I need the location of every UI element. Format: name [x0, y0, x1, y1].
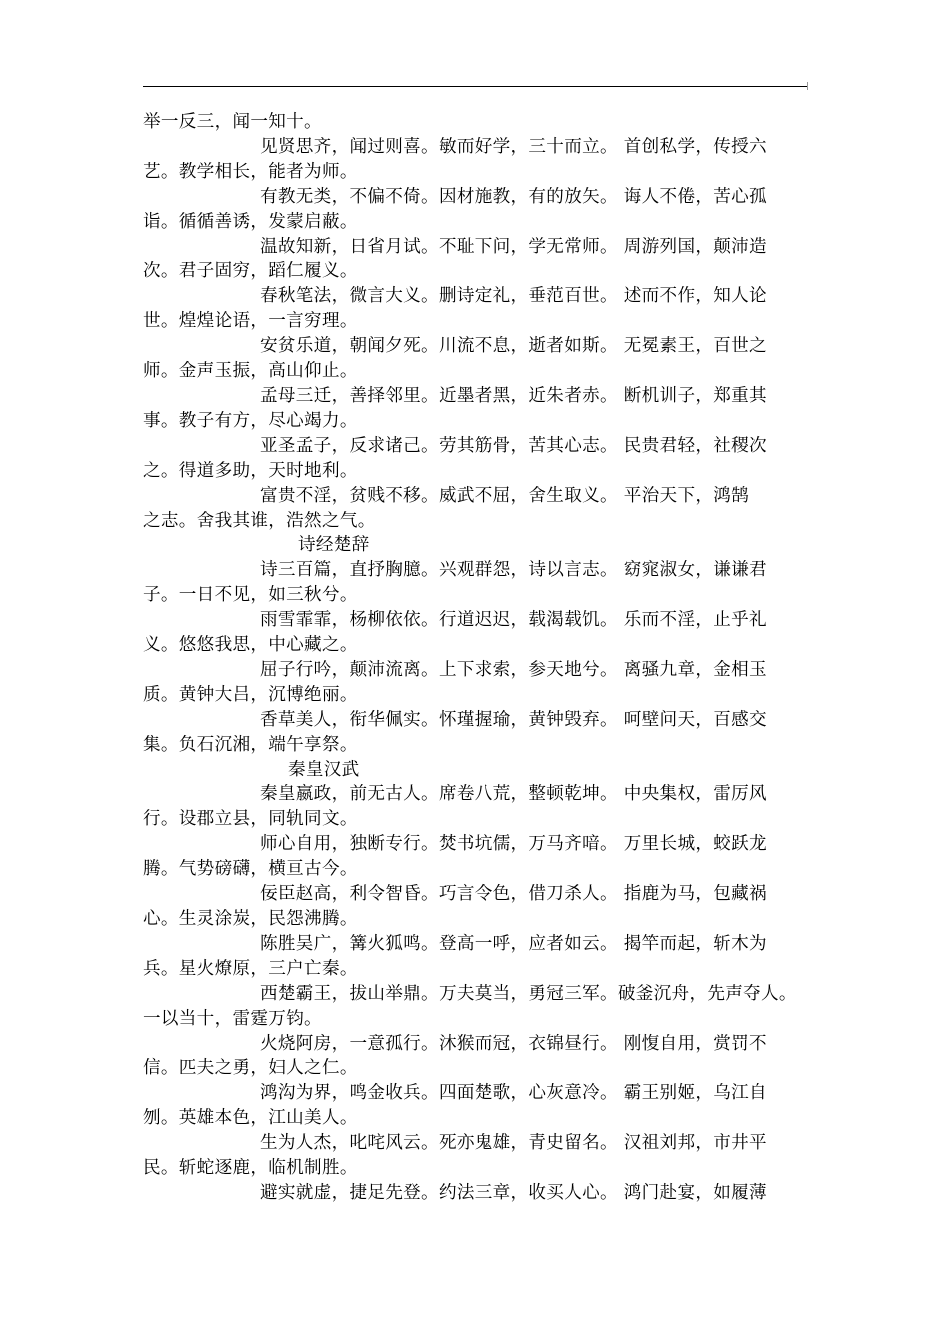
text-line: 艺。教学相长，能者为师。	[143, 161, 358, 182]
text-line: 民。斩蛇逐鹿，临机制胜。	[143, 1158, 358, 1179]
text-line: 世。煌煌论语，一言穷理。	[143, 311, 358, 332]
document-body	[143, 110, 807, 1206]
text-line: 次。君子固穷，蹈仁履义。	[143, 261, 358, 282]
text-line: 一以当十，雷霆万钧。	[143, 1008, 322, 1029]
text-line: 安贫乐道，朝闻夕死。川流不息，逝者如斯。 无冕素王，百世之	[260, 336, 767, 357]
text-line: 子。一日不见，如三秋兮。	[143, 585, 358, 606]
text-line: 信。匹夫之勇，妇人之仁。	[143, 1058, 358, 1079]
text-line: 香草美人，衔华佩实。怀瑾握瑜，黄钟毁弃。 呵壁问天，百感交	[260, 709, 767, 730]
text-line: 行。设郡立县，同轨同文。	[143, 809, 358, 830]
text-line: 腾。气势磅礴，横亘古今。	[143, 859, 358, 880]
text-line: 陈胜吴广，篝火狐鸣。登高一呼，应者如云。 揭竿而起，斩木为	[260, 933, 767, 954]
text-line: 事。教子有方，尽心竭力。	[143, 410, 358, 431]
text-line: 雨雪霏霏，杨柳依依。行道迟迟，载渴载饥。 乐而不淫，止乎礼	[260, 610, 767, 631]
section-heading: 秦皇汉武	[288, 759, 360, 780]
text-line: 孟母三迁，善择邻里。近墨者黑，近朱者赤。 断机训子，郑重其	[260, 385, 767, 406]
text-line: 火烧阿房，一意孤行。沐猴而冠，衣锦昼行。 刚愎自用，赏罚不	[260, 1033, 767, 1054]
text-line: 师。金声玉振，高山仰止。	[143, 361, 358, 382]
text-line: 兵。星火燎原，三户亡秦。	[143, 958, 358, 979]
text-line: 举一反三，闻一知十。	[143, 112, 322, 132]
text-line: 秦皇嬴政，前无古人。席卷八荒，整顿乾坤。 中央集权，雷厉风	[260, 784, 767, 805]
header-rule	[143, 86, 807, 87]
text-line: 质。黄钟大吕，沉博绝丽。	[143, 684, 358, 705]
section-heading: 诗经楚辞	[298, 535, 370, 556]
text-line: 诗三百篇，直抒胸臆。兴观群怨，诗以言志。 窈窕淑女，谦谦君	[260, 560, 767, 581]
text-line: 鸿沟为界，鸣金收兵。四面楚歌，心灰意冷。 霸王别姬，乌江自	[260, 1083, 767, 1104]
text-line: 西楚霸王，拔山举鼎。万夫莫当，勇冠三军。破釜沉舟，先声夺人。	[260, 983, 797, 1004]
text-line: 温故知新，日省月试。不耻下问，学无常师。 周游列国，颠沛造	[260, 236, 767, 257]
text-line: 亚圣孟子，反求诸己。劳其筋骨，苦其心志。 民贵君轻，社稷次	[260, 435, 767, 456]
text-line: 富贵不淫，贫贱不移。威武不屈，舍生取义。 平治天下，鸿鹄	[260, 485, 750, 506]
text-line: 集。负石沉湘，端午享祭。	[143, 734, 358, 755]
text-line: 刎。英雄本色，江山美人。	[143, 1108, 358, 1129]
text-line: 有教无类，不偏不倚。因材施教，有的放矢。 诲人不倦，苦心孤	[260, 186, 767, 207]
text-line: 之。得道多助，天时地利。	[143, 460, 358, 481]
text-line: 避实就虚，捷足先登。约法三章，收买人心。 鸿门赴宴，如履薄	[260, 1182, 767, 1203]
text-line: 佞臣赵高，利令智昏。巧言令色，借刀杀人。 指鹿为马，包藏祸	[260, 884, 767, 905]
text-line: 春秋笔法，微言大义。删诗定礼，垂范百世。 述而不作，知人论	[260, 286, 767, 307]
text-line: 屈子行吟，颠沛流离。上下求索，参天地兮。 离骚九章，金相玉	[260, 659, 767, 680]
text-line: 生为人杰，叱咤风云。死亦鬼雄，青史留名。 汉祖刘邦，市井平	[260, 1133, 767, 1154]
text-line: 师心自用，独断专行。焚书坑儒，万马齐喑。 万里长城，蛟跃龙	[260, 834, 767, 855]
text-line: 义。悠悠我思，中心藏之。	[143, 635, 358, 656]
header-rule-end-mark	[807, 82, 808, 90]
text-line: 诣。循循善诱，发蒙启蔽。	[143, 211, 358, 232]
text-line: 之志。舍我其谁，浩然之气。	[143, 510, 376, 531]
text-line: 见贤思齐，闻过则喜。敏而好学，三十而立。 首创私学，传授六	[260, 136, 767, 157]
text-line: 心。生灵涂炭，民怨沸腾。	[143, 909, 358, 929]
